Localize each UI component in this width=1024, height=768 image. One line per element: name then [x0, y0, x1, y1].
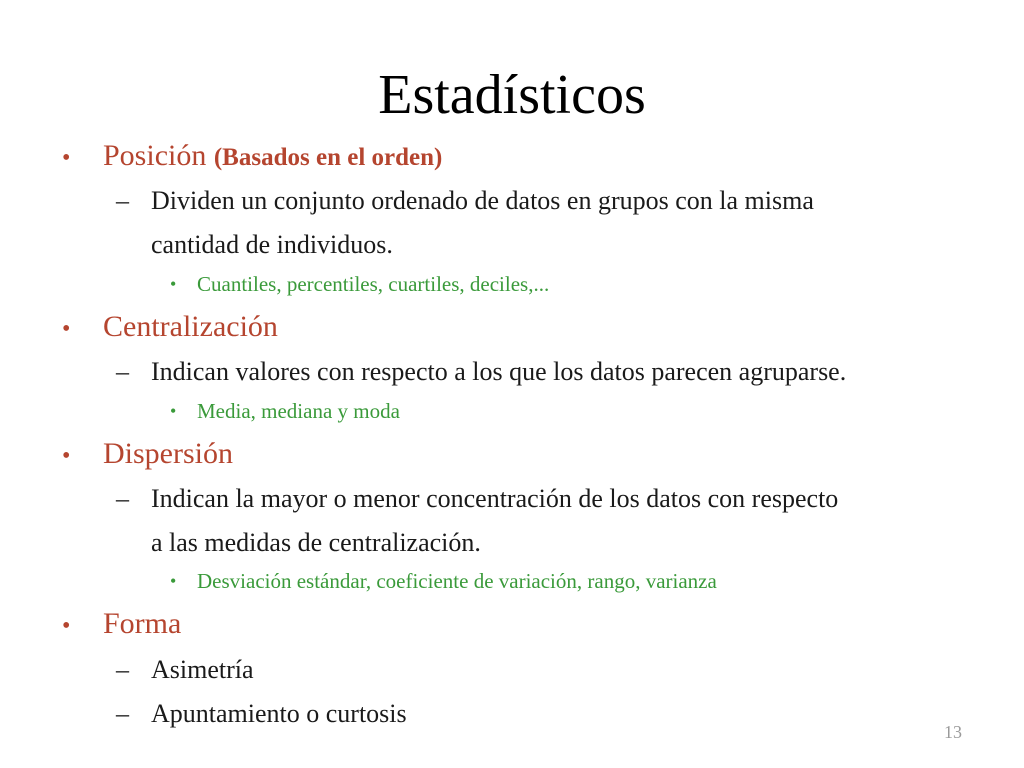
dash-icon: –	[116, 655, 129, 684]
section-heading-note: (Basados en el orden)	[213, 144, 443, 171]
section-heading-centralizacion: Centralización	[103, 310, 278, 343]
dash-icon: –	[116, 186, 129, 215]
bullet-icon: •	[62, 443, 71, 469]
bullet-icon: •	[170, 571, 177, 591]
section-examples: Desviación estándar, coeficiente de variación, rango, varianza	[197, 569, 717, 593]
section-description-line: Dividen un conjunto ordenado de datos en grupos con la misma	[151, 186, 814, 215]
dash-icon: –	[116, 484, 129, 513]
section-heading-forma: Forma	[103, 607, 182, 640]
bullet-icon: •	[62, 145, 71, 171]
section-heading-dispersion: Dispersión	[103, 437, 233, 470]
dash-icon: –	[116, 699, 129, 728]
section-item: Asimetría	[151, 655, 254, 684]
section-description-line: a las medidas de centralización.	[151, 528, 481, 557]
section-examples: Media, mediana y moda	[197, 399, 400, 423]
section-description-line: Indican valores con respecto a los que los datos parecen agruparse.	[151, 357, 847, 386]
bullet-icon: •	[170, 401, 177, 421]
section-heading-label: Posición	[103, 139, 207, 172]
section-description-line: Indican la mayor o menor concentración de los datos con respecto	[151, 484, 839, 513]
dash-icon: –	[116, 357, 129, 386]
page-number: 13	[944, 722, 962, 742]
section-item: Apuntamiento o curtosis	[151, 699, 407, 728]
section-description-line: cantidad de individuos.	[151, 230, 393, 259]
section-examples: Cuantiles, percentiles, cuartiles, deciles,...	[197, 272, 550, 296]
section-heading-posicion	[103, 138, 442, 176]
slide-title: Estadísticos	[378, 64, 646, 126]
bullet-icon: •	[62, 613, 71, 639]
bullet-icon: •	[170, 274, 177, 294]
bullet-icon: •	[62, 316, 71, 342]
